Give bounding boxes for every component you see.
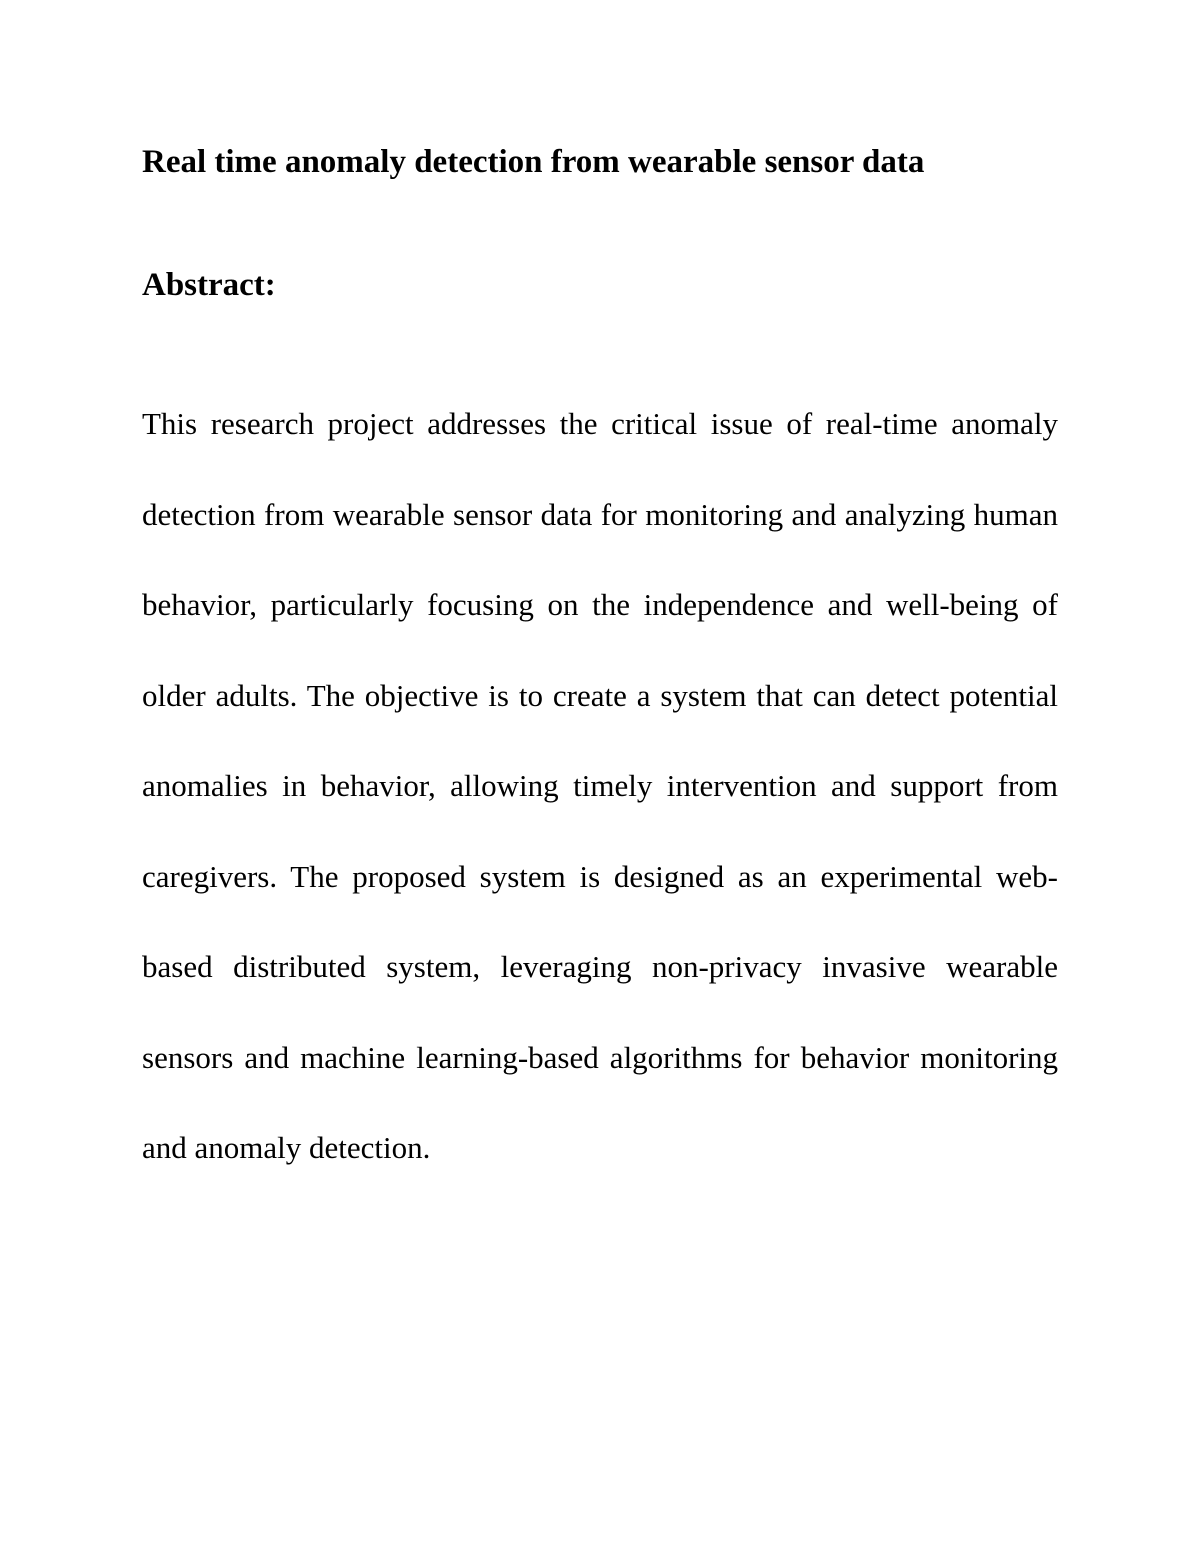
- abstract-heading: Abstract:: [142, 267, 276, 303]
- abstract-paragraph: This research project addresses the critical issue of real-time anomaly detection from wearable sensor data for monitoring and analyzing human behavior, particularly focusing on the independence and well-being of older adults. The objective is to create a system that can detect potential anomalies in behavior, allowing timely intervention and support from caregivers. The proposed system is designed as an experimental web-based distributed system, leveraging non-privacy invasive wearable sensors and machine learning-based algorithms for behavior monitoring and anomaly detection.: [142, 406, 1058, 1165]
- document-title: Real time anomaly detection from wearable sensor data: [142, 144, 925, 180]
